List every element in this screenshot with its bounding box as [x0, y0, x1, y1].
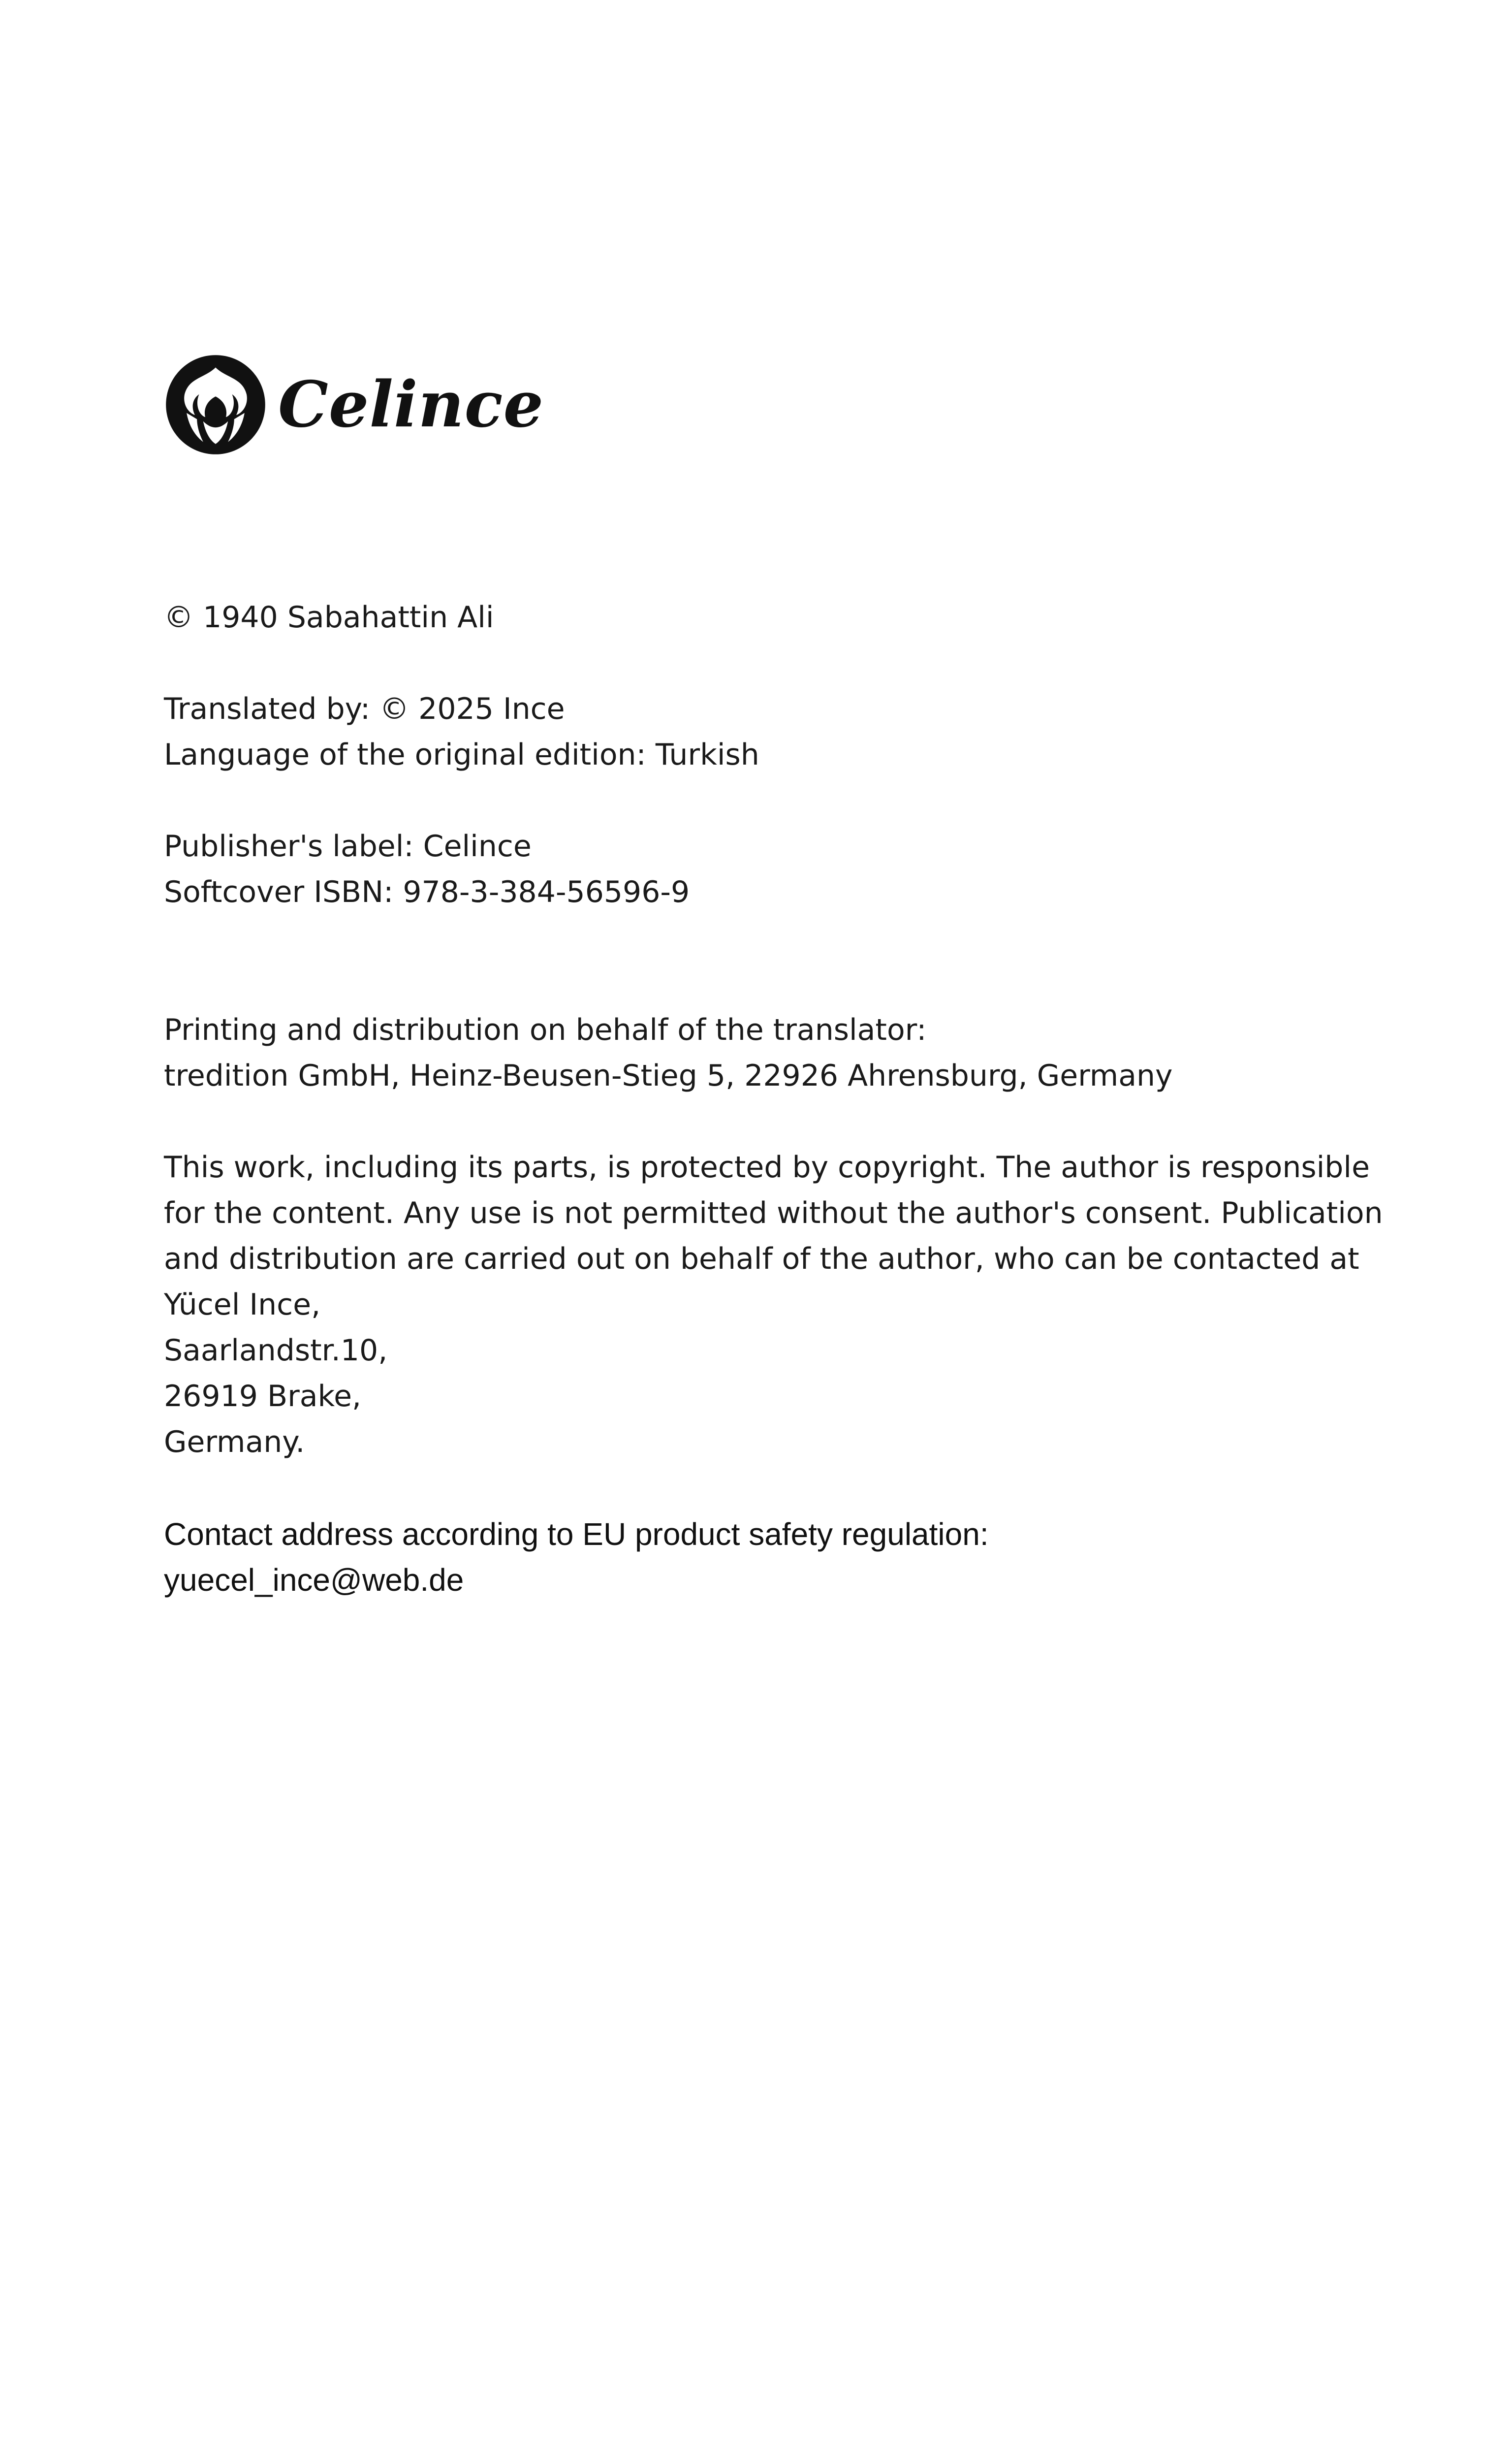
notice-line: for the content. Any use is not permitted without the author's consent. Publication [164, 1196, 1383, 1230]
celince-emblem-icon [164, 353, 267, 456]
translation-block [164, 686, 1375, 778]
publisher-logo [164, 353, 544, 457]
notice-line: Germany. [164, 1425, 305, 1459]
contact-block [164, 1512, 1375, 1604]
notice-line: 26919 Brake, [164, 1379, 362, 1414]
logo-wordmark: Celince [278, 368, 544, 442]
publisher-block [164, 824, 1375, 915]
copyright-notice-block [164, 1145, 1383, 1465]
printing-block [164, 1007, 1375, 1099]
original-language-line: Language of the original edition: Turkish [164, 738, 759, 772]
notice-line: Saarlandstr.10, [164, 1333, 388, 1368]
printing-line-1: Printing and distribution on behalf of the translator: [164, 1013, 927, 1047]
isbn-line: Softcover ISBN: 978-3-384-56596-9 [164, 875, 690, 909]
copyright-block [164, 595, 1375, 641]
publisher-label-line: Publisher's label: Celince [164, 829, 532, 864]
translated-by-line: Translated by: © 2025 Ince [164, 692, 565, 726]
copyright-line: © 1940 Sabahattin Ali [164, 600, 494, 635]
notice-line: This work, including its parts, is protected by copyright. The author is responsible [164, 1150, 1370, 1185]
contact-heading: Contact address according to EU product safety regulation: [164, 1516, 989, 1552]
contact-email[interactable]: yuecel_ince@web.de [164, 1562, 464, 1598]
notice-line: Yücel Ince, [164, 1287, 321, 1322]
printing-line-2: tredition GmbH, Heinz-Beusen-Stieg 5, 22926 Ahrensburg, Germany [164, 1059, 1173, 1093]
notice-line: and distribution are carried out on behalf of the author, who can be contacted at [164, 1242, 1359, 1276]
